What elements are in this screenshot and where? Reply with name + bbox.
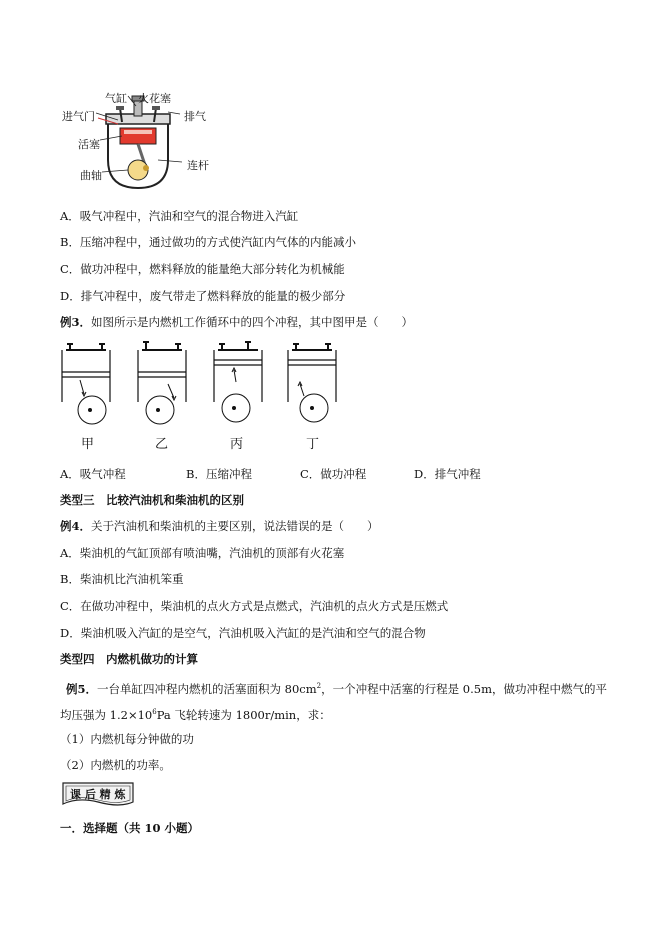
label-intake-valve: 进气门 — [62, 110, 95, 123]
type-4-heading: 类型四 内燃机做功的计算 — [60, 652, 198, 666]
ex4-option-d: D．柴油机吸入汽缸的是空气，汽油机吸入汽缸的是汽油和空气的混合物 — [60, 626, 426, 640]
option-d: D．排气冲程中，废气带走了燃料释放的能量的极少部分 — [60, 289, 346, 303]
example-5-text-1b: ，一个冲程中活塞的行程是 0.5m，做功冲程中燃气的平 — [321, 681, 607, 696]
stroke-label-yi: 乙 — [155, 437, 169, 452]
stroke-yi — [138, 342, 186, 424]
label-piston: 活塞 — [78, 138, 100, 151]
example-5-text-2a: 均压强为 1.2×10 — [60, 707, 153, 722]
ex3-option-a: A．吸气冲程 — [60, 467, 126, 481]
label-crankshaft: 曲轴 — [80, 169, 102, 182]
example-5-subq-2: （2）内燃机的功率。 — [60, 758, 171, 772]
example-4-label: 例4． — [60, 519, 92, 533]
ex3-option-b: B．压缩冲程 — [186, 467, 252, 481]
stroke-label-jia: 甲 — [81, 437, 95, 452]
example-5-text-2b: Pa 飞轮转速为 1800r/min，求： — [156, 707, 331, 722]
label-cylinder: 气缸 — [105, 92, 127, 105]
practice-banner-text: 课 后 精 炼 — [70, 788, 126, 801]
stroke-diagrams — [58, 340, 358, 430]
stroke-label-ding: 丁 — [306, 437, 320, 452]
example-5-sup-1: 2 — [316, 682, 322, 690]
option-c: C．做功冲程中，燃料释放的能量绝大部分转化为机械能 — [60, 262, 345, 276]
section-1-heading: 一．选择题（共 10 小题） — [60, 821, 200, 835]
example-5-subq-1: （1）内燃机每分钟做的功 — [60, 732, 194, 746]
example-5-label: 例5． — [66, 681, 98, 696]
ex4-option-b: B．柴油机比汽油机笨重 — [60, 572, 184, 586]
example-3-question — [60, 315, 413, 329]
option-a: A．吸气冲程中，汽油和空气的混合物进入汽缸 — [60, 209, 299, 223]
example-4-text: 关于汽油机和柴油机的主要区别，说法错误的是（ ） — [91, 519, 379, 533]
example-5-line-2 — [60, 705, 331, 722]
example-5-line-1 — [66, 679, 607, 696]
option-b: B．压缩冲程中，通过做功的方式使汽缸内气体的内能减小 — [60, 235, 356, 249]
stroke-bing — [214, 342, 262, 422]
ex3-option-d: D．排气冲程 — [414, 467, 481, 481]
type-3-heading: 类型三 比较汽油机和柴油机的区别 — [60, 493, 244, 507]
label-exhaust: 排气 — [184, 110, 206, 123]
stroke-ding — [288, 344, 336, 422]
ex3-option-c: C．做功冲程 — [300, 467, 367, 481]
stroke-diagrams-svg — [58, 340, 358, 430]
practice-banner — [60, 780, 138, 808]
stroke-label-bing: 丙 — [230, 437, 244, 452]
example-3-label: 例3． — [60, 315, 92, 329]
example-3-text: 如图所示是内燃机工作循环中的四个冲程，其中图甲是（ ） — [91, 315, 414, 329]
stroke-jia — [62, 344, 110, 424]
example-5-sup-2: 6 — [152, 708, 157, 716]
label-spark-plug: 火花塞 — [138, 92, 171, 105]
label-connecting-rod: 连杆 — [187, 159, 209, 172]
ex4-option-a: A．柴油机的气缸顶部有喷油嘴，汽油机的顶部有火花塞 — [60, 546, 345, 560]
example-5-text-1a: 一台单缸四冲程内燃机的活塞面积为 80cm — [97, 681, 317, 696]
example-4-question — [60, 519, 379, 533]
ex4-option-c: C．在做功冲程中，柴油机的点火方式是点燃式，汽油机的点火方式是压燃式 — [60, 599, 449, 613]
